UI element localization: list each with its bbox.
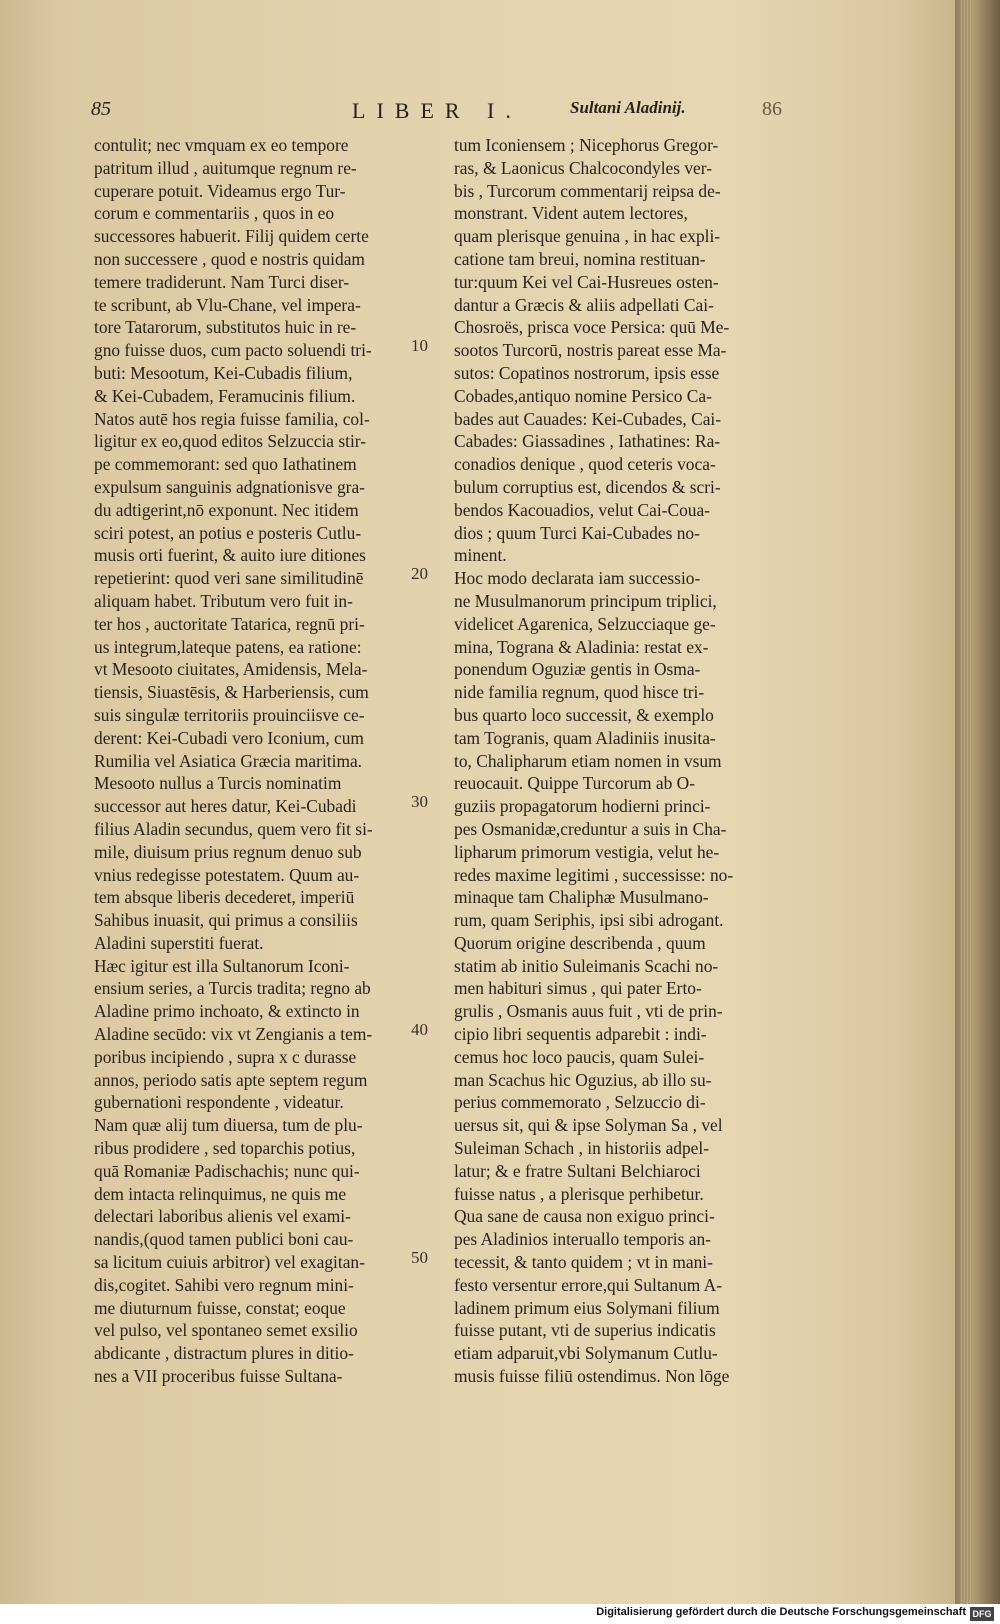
- text-line: ensium series, a Turcis tradita; regno ab: [94, 978, 371, 999]
- text-line: monstrant. Vident autem lectores,: [454, 203, 688, 224]
- text-line: musis orti fuerint, & auito iure ditiones: [94, 545, 366, 566]
- text-line: Chosroës, prisca voce Persica: quū Me-: [454, 317, 730, 338]
- text-line: ponendum Oguziæ gentis in Osma-: [454, 659, 701, 680]
- left-text-column: [94, 134, 424, 1388]
- text-line: fuisse putant, vti de superius indicatis: [454, 1320, 716, 1341]
- text-line: perius commemorato , Selzuccio di-: [454, 1092, 706, 1113]
- text-line: & Kei-Cubadem, Feramucinis filium.: [94, 385, 356, 406]
- text-line: buti: Mesootum, Kei-Cubadis filium,: [94, 362, 353, 383]
- text-line: guziis propagatorum hodierni princi-: [454, 796, 711, 817]
- text-line: nide familia regnum, quod hisce tri-: [454, 682, 705, 703]
- text-line: Mesooto nullus a Turcis nominatim: [94, 773, 342, 794]
- text-line: tam Togranis, quam Aladiniis inusita-: [454, 727, 716, 748]
- text-line: annos, periodo satis apte septem regum: [94, 1069, 368, 1090]
- text-line: pes Aladinios interuallo temporis an-: [454, 1229, 711, 1250]
- text-line: tem absque liberis decederet, imperiū: [94, 887, 355, 908]
- text-line: Sahibus inuasit, qui primus a consiliis: [94, 910, 358, 931]
- text-line: expulsum sanguinis adgnationisve gra-: [94, 476, 365, 497]
- text-line: non successere , quod e nostris quidam: [94, 248, 365, 269]
- text-line: du adtigerint,nō exponunt. Nec itidem: [94, 499, 359, 520]
- text-line: sutos: Copatinos nostrorum, ipsis esse: [454, 362, 720, 383]
- text-line: successores habuerit. Filij quidem certe: [94, 226, 369, 247]
- text-line: nandis,(quod tamen publici boni cau-: [94, 1229, 354, 1250]
- text-line: bades aut Cauades: Kei-Cubades, Cai-: [454, 408, 722, 429]
- text-line: uersus sit, qui & ipse Solyman Sa , vel: [454, 1115, 723, 1136]
- running-title: Sultani Aladinij.: [570, 98, 686, 117]
- page-number-left: 85: [91, 98, 111, 120]
- text-line: Aladini superstiti fuerat.: [94, 932, 264, 953]
- text-line: etiam adparuit,vbi Solymanum Cutlu-: [454, 1343, 718, 1364]
- text-line: Rumilia vel Asiatica Græcia maritima.: [94, 750, 363, 771]
- text-line: temere tradiderunt. Nam Turci diser-: [94, 271, 350, 292]
- text-line: patritum illud , auitumque regnum re-: [94, 157, 357, 178]
- line-number: 30: [411, 792, 428, 811]
- text-line: Qua sane de causa non exiguo princi-: [454, 1206, 715, 1227]
- text-line: Quorum origine describenda , quum: [454, 932, 706, 953]
- text-line: filius Aladin secundus, quem vero fit si-: [94, 818, 373, 839]
- text-line: reuocauit. Quippe Turcorum ab O-: [454, 773, 696, 794]
- right-text-column: [454, 134, 789, 1388]
- text-line: aliquam habet. Tributum vero fuit in-: [94, 590, 353, 611]
- text-line: repetierint: quod veri sane similitudinē: [94, 568, 364, 589]
- text-line: dis,cogitet. Sahibi vero regnum mini-: [94, 1274, 354, 1295]
- text-line: statim ab initio Suleimanis Scachi no-: [454, 955, 719, 976]
- text-line: cipio libri sequentis adparebit : indi-: [454, 1024, 707, 1045]
- text-line: redes maxime legitimi , successisse: no-: [454, 864, 734, 885]
- text-line: contulit; nec vmquam ex eo tempore: [94, 135, 349, 155]
- text-line: Suleiman Schach , in historiis adpel-: [454, 1138, 710, 1159]
- line-number: 20: [411, 564, 428, 583]
- text-line: me diuturnum fuisse, constat; eoque: [94, 1297, 346, 1318]
- text-line: cuperare potuit. Videamus ergo Tur-: [94, 180, 346, 201]
- text-line: tecessit, & tanto quidem ; vt in mani-: [454, 1252, 713, 1273]
- text-line: quam plerisque genuina , in hac expli-: [454, 226, 721, 247]
- text-line: bendos Kacouadios, velut Cai-Coua-: [454, 499, 710, 520]
- text-line: pes Osmanidæ,creduntur a suis in Cha-: [454, 818, 727, 839]
- text-line: ne Musulmanorum principum triplici,: [454, 590, 717, 611]
- text-line: delectari laboribus alienis vel exami-: [94, 1206, 351, 1227]
- text-line: vnius redegisse potestatem. Quum au-: [94, 864, 360, 885]
- text-line: ladinem primum eius Solymani filium: [454, 1297, 720, 1318]
- text-line: men habituri simus , qui pater Erto-: [454, 978, 702, 999]
- text-line: Hæc igitur est illa Sultanorum Iconi-: [94, 955, 350, 976]
- text-line: ras, & Laonicus Chalcocondyles ver-: [454, 157, 713, 178]
- text-line: Cobades,antiquo nomine Persico Ca-: [454, 385, 712, 406]
- text-line: cemus hoc loco paucis, quam Sulei-: [454, 1046, 705, 1067]
- text-line: rum, quam Seriphis, ipsi sibi adrogant.: [454, 910, 724, 931]
- text-line: latur; & e fratre Sultani Belchiaroci: [454, 1160, 701, 1181]
- text-line: Nam quæ alij tum diuersa, tum de plu-: [94, 1115, 363, 1136]
- text-line: musis fuisse filiū ostendimus. Non lōge: [454, 1366, 730, 1387]
- text-line: poribus incipiendo , supra x c durasse: [94, 1046, 357, 1067]
- dfg-logo: DFG: [970, 1607, 994, 1621]
- text-line: mina, Tograna & Aladinia: restat ex-: [454, 636, 709, 657]
- footer-credit: Digitalisierung gefördert durch die Deutsche Forschungsgemeinschaft: [596, 1606, 966, 1618]
- text-line: sootos Turcorū, nostris pareat esse Ma-: [454, 340, 727, 361]
- text-line: ligitur ex eo,quod editos Selzuccia stir-: [94, 431, 367, 452]
- text-line: sa licitum cuiuis arbitror) vel exagitan-: [94, 1252, 365, 1273]
- text-line: tum Iconiensem ; Nicephorus Gregor-: [454, 135, 719, 155]
- page-number-right: 86: [762, 98, 782, 120]
- text-line: derent: Kei-Cubadi vero Iconium, cum: [94, 727, 364, 748]
- text-line: festo versentur errore,qui Sultanum A-: [454, 1274, 723, 1295]
- line-number: 50: [411, 1248, 428, 1267]
- text-line: to, Chalipharum etiam nomen in vsum: [454, 750, 722, 771]
- text-line: ter hos , auctoritate Tatarica, regnū pri-: [94, 613, 365, 634]
- text-line: conadios denique , quod ceteris voca-: [454, 454, 716, 475]
- text-line: dantur a Græcis & aliis adpellati Cai-: [454, 294, 714, 315]
- book-title: LIBER I.: [352, 98, 522, 123]
- page-header: [0, 98, 960, 128]
- text-line: bus quarto loco successit, & exemplo: [454, 704, 714, 725]
- text-line: abdicante , distractum plures in ditio-: [94, 1343, 354, 1364]
- text-line: bulum corruptius est, dicendos & scri-: [454, 476, 721, 497]
- text-line: Hoc modo declarata iam successio-: [454, 568, 701, 589]
- page-stack: [960, 0, 972, 1604]
- text-line: minaque tam Chaliphæ Musulmano-: [454, 887, 709, 908]
- text-line: grulis , Osmanis auus fuit , vti de prin-: [454, 1001, 723, 1022]
- text-line: dios ; quum Turci Kai-Cubades no-: [454, 522, 700, 543]
- text-line: minent.: [454, 545, 507, 566]
- text-line: man Scachus hic Oguzius, ab illo su-: [454, 1069, 712, 1090]
- text-line: vel pulso, vel spontaneo semet exsilio: [94, 1320, 358, 1341]
- text-line: fuisse natus , a plerisque perhibetur.: [454, 1183, 704, 1204]
- text-line: successor aut heres datur, Kei-Cubadi: [94, 796, 357, 817]
- text-line: gno fuisse duos, cum pacto soluendi tri-: [94, 340, 372, 361]
- line-number: 40: [411, 1020, 428, 1039]
- text-line: mile, diuisum prius regnum denuo sub: [94, 841, 362, 862]
- text-line: nes a VII proceribus fuisse Sultana-: [94, 1366, 343, 1387]
- text-line: sciri potest, an potius e posteris Cutlu-: [94, 522, 362, 543]
- text-line: quā Romaniæ Padischachis; nunc qui-: [94, 1160, 360, 1181]
- text-line: lipharum primorum vestigia, velut he-: [454, 841, 720, 862]
- text-line: corum e commentariis , quos in eo: [94, 203, 335, 224]
- text-line: ribus prodidere , sed toparchis potius,: [94, 1138, 356, 1159]
- text-line: Aladine secūdo: vix vt Zengianis a tem-: [94, 1024, 373, 1045]
- text-line: us integrum,lateque patens, ea ratione:: [94, 636, 362, 657]
- text-line: gubernationi respondente , videatur.: [94, 1092, 344, 1113]
- text-line: suis singulæ territoriis prouinciisve ce-: [94, 704, 365, 725]
- text-line: Natos autē hos regia fuisse familia, col-: [94, 408, 370, 429]
- text-line: te scribunt, ab Vlu-Chane, vel impera-: [94, 294, 361, 315]
- text-line: Aladine primo inchoato, & extincto in: [94, 1001, 360, 1022]
- text-line: Cabades: Giassadines , Iathatines: Ra-: [454, 431, 721, 452]
- text-line: tur:quum Kei vel Cai-Husreues osten-: [454, 271, 719, 292]
- text-line: dem intacta relinquimus, ne quis me: [94, 1183, 347, 1204]
- text-line: videlicet Agarenica, Selzucciaque ge-: [454, 613, 716, 634]
- text-line: pe commemorant: sed quo Iathatinem: [94, 454, 357, 475]
- text-line: tore Tatarorum, substitutos huic in re-: [94, 317, 357, 338]
- text-line: tiensis, Siuastēsis, & Harberiensis, cum: [94, 682, 369, 703]
- text-line: bis , Turcorum commentarij reipsa de-: [454, 180, 721, 201]
- text-line: vt Mesooto ciuitates, Amidensis, Mela-: [94, 659, 368, 680]
- footer-bar: [0, 1604, 1000, 1624]
- line-number: 10: [411, 336, 428, 355]
- text-line: catione tam breui, nomina restituan-: [454, 248, 706, 269]
